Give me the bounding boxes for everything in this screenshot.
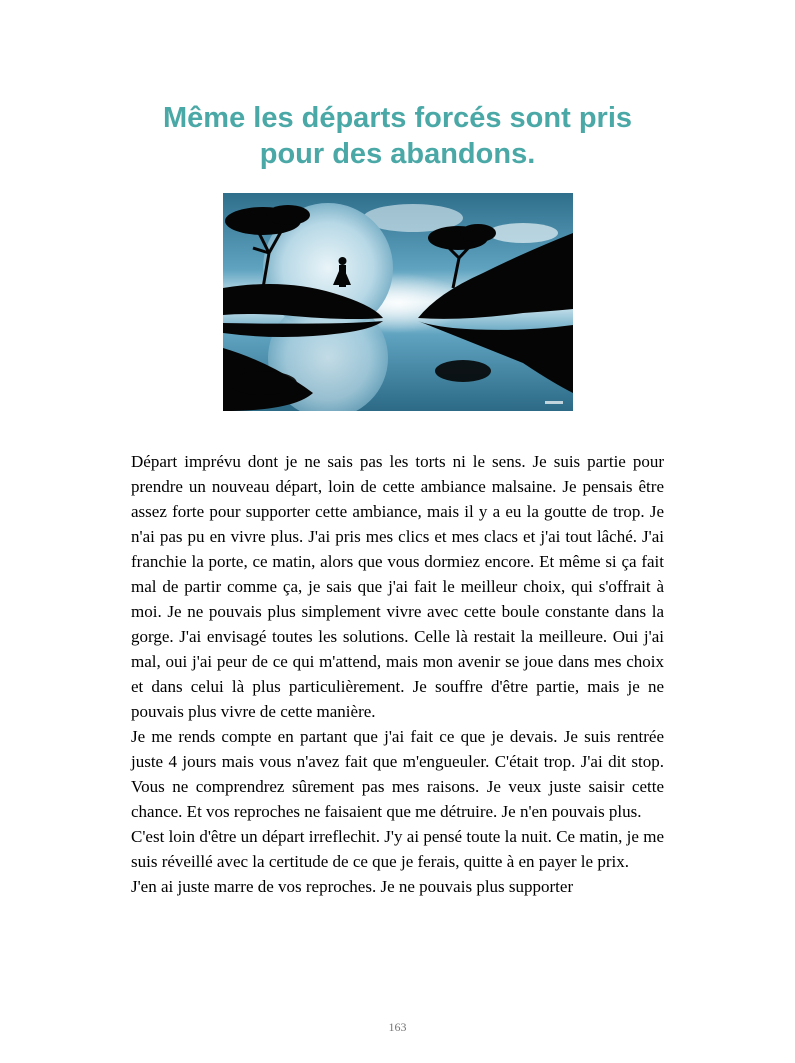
- paragraph: J'en ai juste marre de vos reproches. Je ne pouvais plus supporter: [131, 877, 574, 896]
- title-line-1: Même les départs forcés sont pris: [163, 102, 632, 134]
- paragraph: C'est loin d'être un départ irreflechit. J'y ai pensé toute la nuit. Ce matin, je me suis réveillé avec la certitude de ce que je ferais, quitte à en payer le prix.: [131, 827, 664, 871]
- page-title: [100, 100, 695, 172]
- paragraph: Départ imprévu dont je ne sais pas les torts ni le sens. Je suis partie pour prendre un nouveau départ, loin de cette ambiance malsaine. Je pensais être assez forte pour supporter cette ambiance, mais il y a eu la goutte de trop. Je n'ai pas pu en vivre plus. J'ai pris mes clics et mes clacs et j'ai tout lâché. J'ai franchie la porte, ce matin, alors que vous dormiez encore. Et même si ça fait mal de partir comme ça, je sais que j'ai fait le meilleur choix, qui s'offrait à moi. Je ne pouvais plus simplement vivre avec cette boule constante dans la gorge. J'ai envisagé toutes les solutions. Celle là restait la meilleure. Oui j'ai mal, oui j'ai peur de ce qui m'attend, mais mon avenir se joue dans mes choix et dans celui là plus particulièrement. Je souffre d'être partie, mais je ne pouvais plus vivre de cette manière.: [131, 452, 664, 721]
- paragraph: Je me rends compte en partant que j'ai fait ce que je devais. Je suis rentrée juste 4 jours mais vous n'avez fait que m'engueuler. C'était trop. J'ai dit stop. Vous ne comprendrez sûrement pas mes raisons. Je veux juste saisir cette chance. Et vos reproches ne faisaient que me détruire. Je n'en pouvais plus.: [131, 727, 664, 821]
- illustration-image: [223, 193, 573, 411]
- body-text: [131, 449, 664, 899]
- title-line-2: pour des abandons.: [259, 138, 536, 170]
- page-number: 163: [388, 1020, 407, 1034]
